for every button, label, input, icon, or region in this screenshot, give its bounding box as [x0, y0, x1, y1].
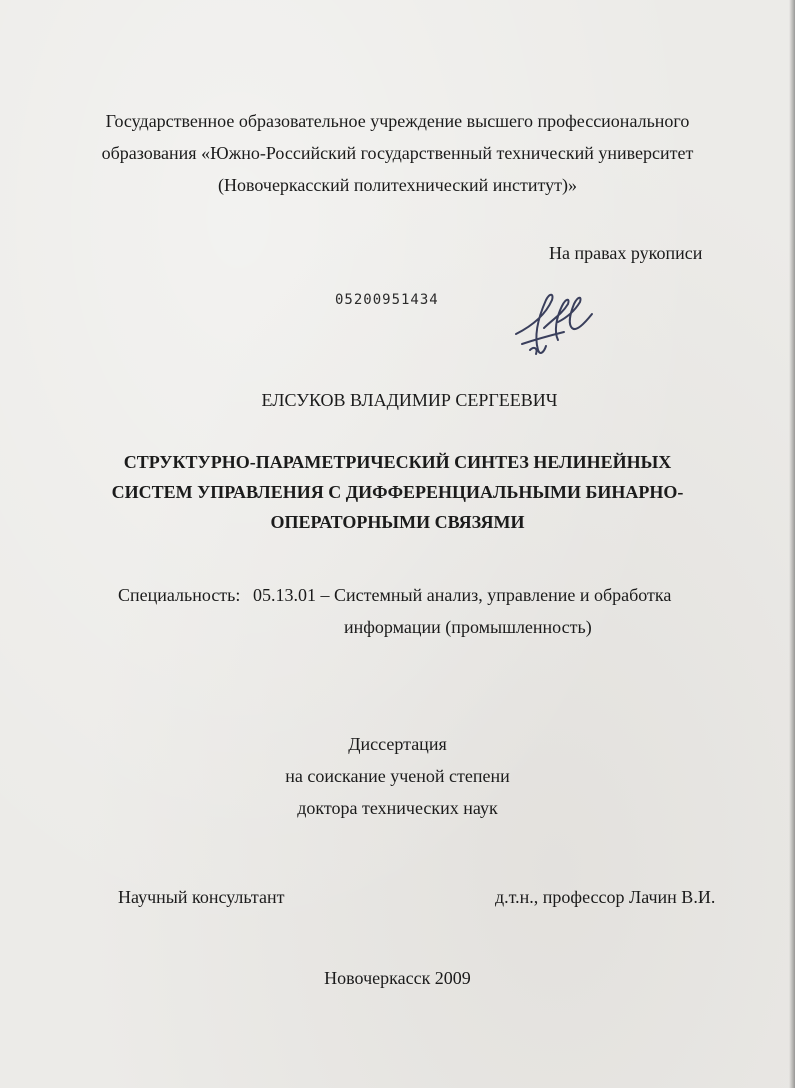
specialty-line-1: 05.13.01 – Системный анализ, управление и обработка: [253, 585, 672, 605]
dissertation-line-3: доктора технических наук: [297, 798, 498, 818]
dissertation-line-2: на соискание ученой степени: [285, 766, 510, 786]
manuscript-rights: На правах рукописи: [549, 243, 703, 263]
signature-icon: [508, 288, 598, 360]
specialty-line-2: информации (промышленность): [344, 617, 592, 637]
catalog-number: 05200951434: [335, 292, 439, 308]
dissertation-line-1: Диссертация: [348, 734, 447, 754]
title-line-3: ОПЕРАТОРНЫМИ СВЯЗЯМИ: [270, 512, 525, 532]
institution-line-1: Государственное образовательное учреждение высшего профессионального: [105, 111, 690, 131]
advisor-label: Научный консультант: [118, 887, 285, 907]
title-line-1: СТРУКТУРНО-ПАРАМЕТРИЧЕСКИЙ СИНТЕЗ НЕЛИНЕЙНЫХ: [123, 452, 672, 472]
advisor-name: д.т.н., профессор Лачин В.И.: [495, 887, 716, 907]
institution-line-2: образования «Южно-Российский государственный технический университет: [101, 143, 694, 163]
specialty-label: Специальность:: [118, 585, 241, 605]
author-name: ЕЛСУКОВ ВЛАДИМИР СЕРГЕЕВИЧ: [261, 390, 558, 410]
title-line-2: СИСТЕМ УПРАВЛЕНИЯ С ДИФФЕРЕНЦИАЛЬНЫМИ БИНАРНО-: [111, 482, 684, 502]
scan-edge-shadow: [789, 0, 795, 1088]
city-year: Новочеркасск 2009: [324, 968, 471, 988]
institution-line-3: (Новочеркасский политехнический институт)»: [217, 175, 578, 195]
